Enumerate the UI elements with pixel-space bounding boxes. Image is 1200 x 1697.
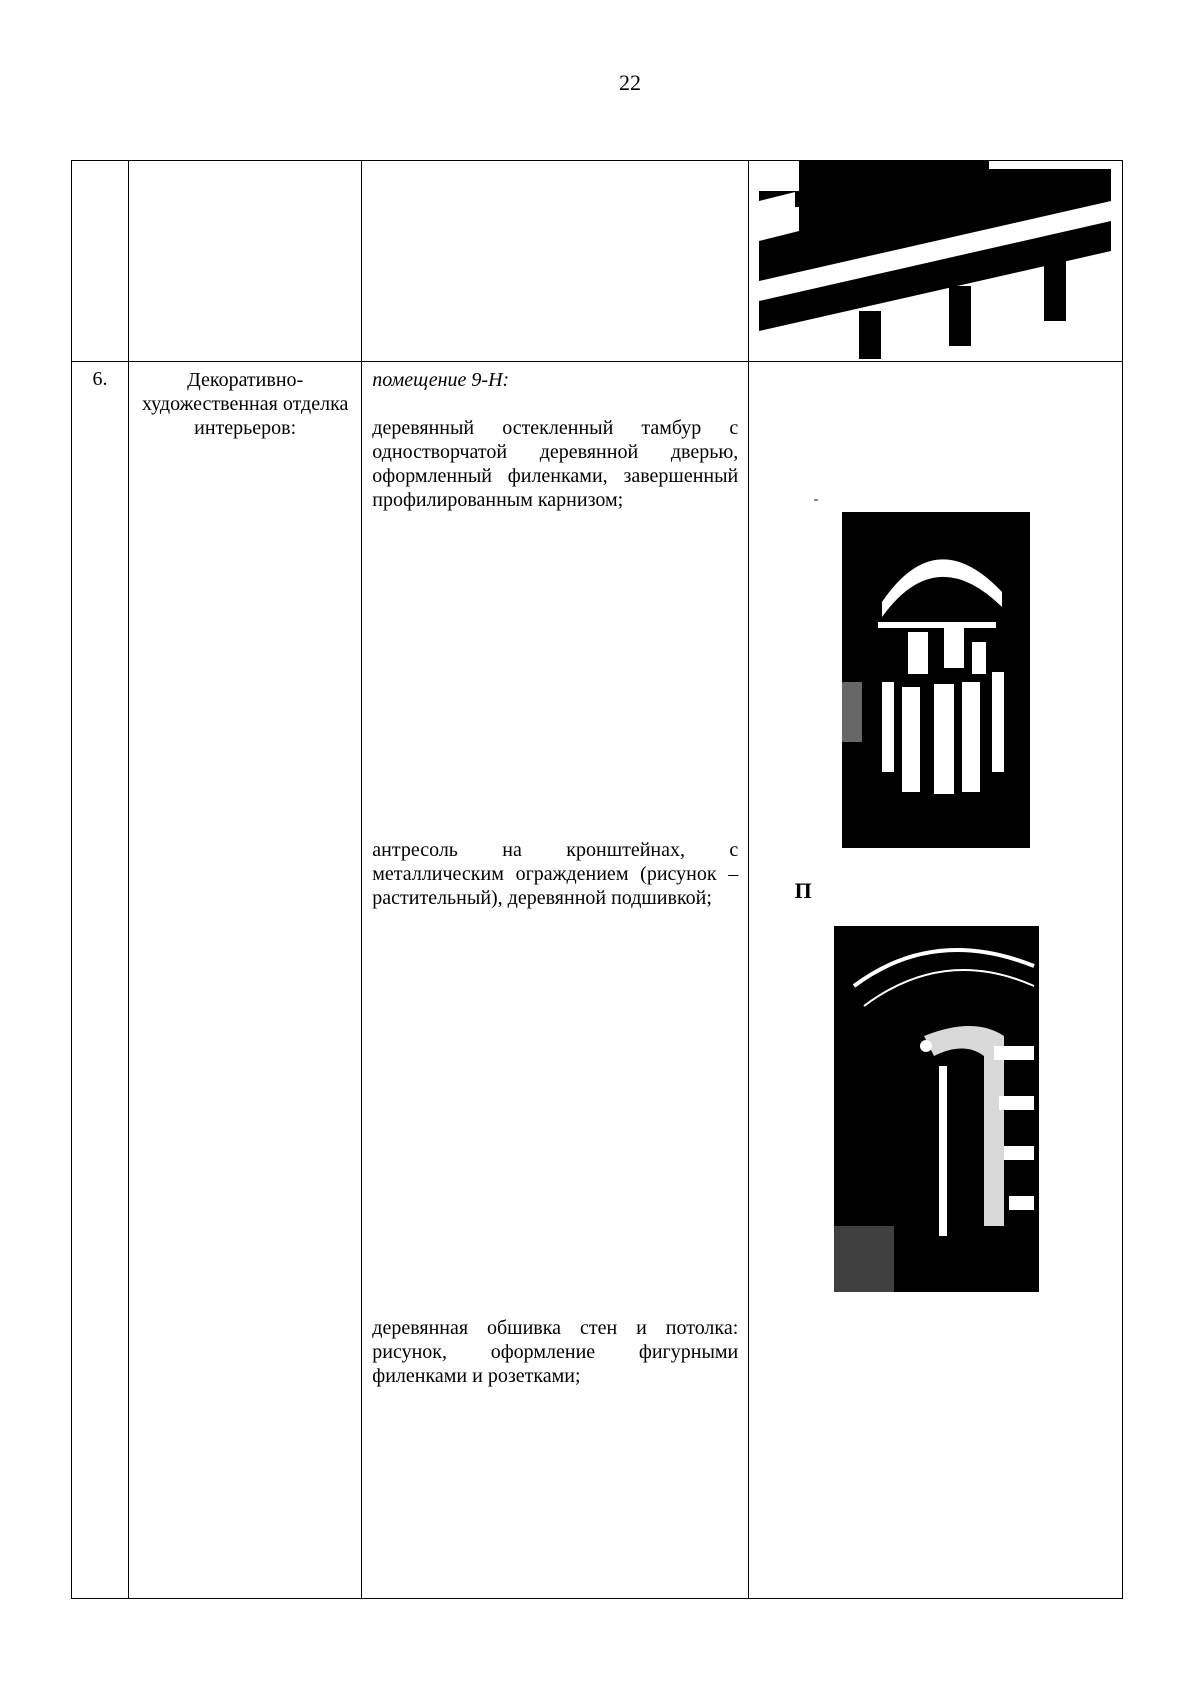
element-cell: Декоративно-художественная отделка интерьеров:: [129, 362, 362, 1599]
element-cell: [129, 161, 362, 362]
mezzanine-photo: [834, 926, 1039, 1292]
row-number-cell: 6.: [72, 362, 129, 1599]
facade-cornice-photo: [759, 161, 1111, 359]
table-row: [72, 362, 1123, 1599]
description-item: антресоль на кронштейнах, с металлическим ограждением (рисунок – растительный), деревянной подшивкой;: [372, 839, 739, 909]
row-number-cell: [72, 161, 129, 362]
table-row: [72, 161, 1123, 362]
photo-cell: - П: [748, 362, 1122, 1599]
description-cell: [362, 362, 748, 1599]
page-number: 22: [619, 70, 641, 95]
vestibule-photo: [842, 512, 1030, 848]
room-heading: помещение 9-Н:: [372, 369, 510, 391]
description-item: деревянный остекленный тамбур с одностворчатой деревянной дверью, оформленный филенками, завершенный профилированным карнизом;: [372, 417, 739, 511]
description-item: деревянная обшивка стен и потолка: рисунок, оформление фигурными филенками и розетками;: [372, 1317, 739, 1387]
description-cell: [362, 161, 748, 362]
photo-cell: [748, 161, 1122, 362]
protected-elements-table: [71, 160, 1123, 1599]
